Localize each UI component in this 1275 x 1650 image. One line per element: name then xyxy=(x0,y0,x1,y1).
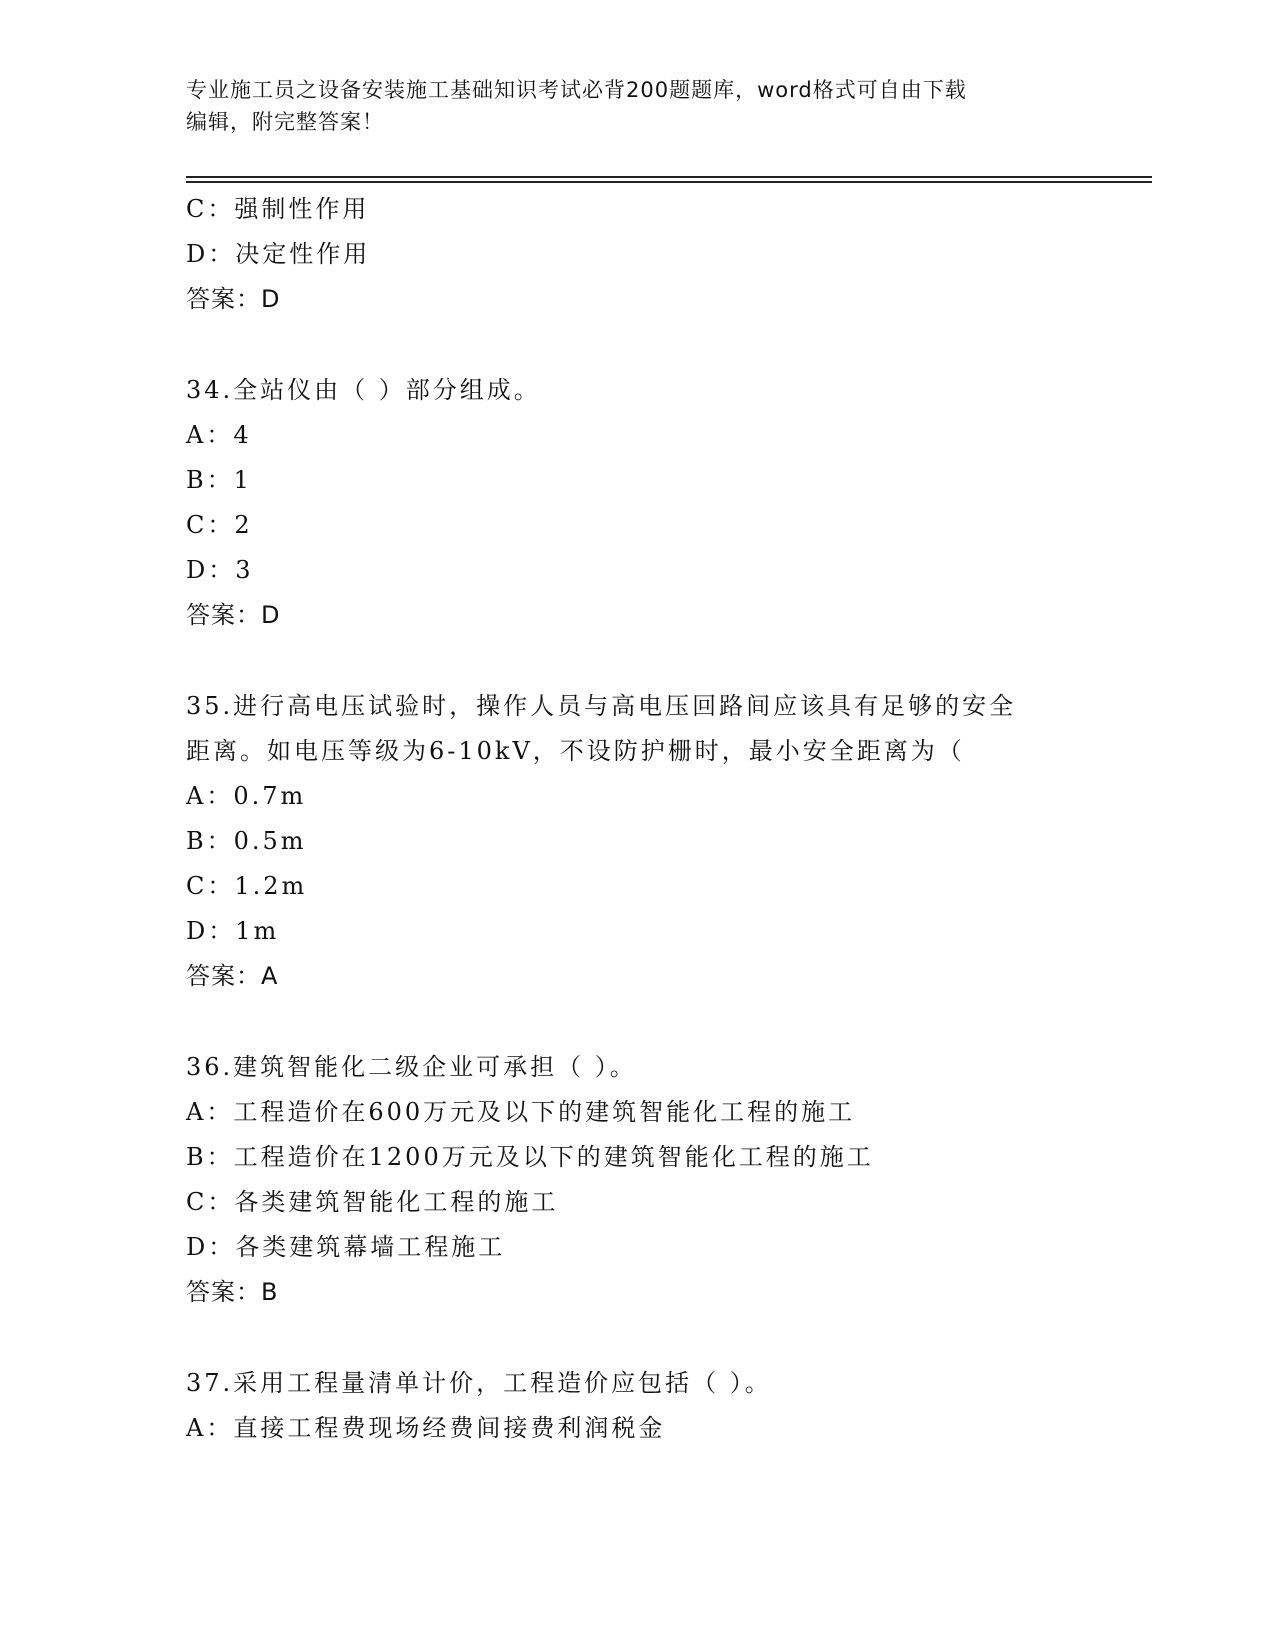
option-d: D：1m xyxy=(186,917,280,945)
question-list xyxy=(186,187,1126,1451)
option-c: C：1.2m xyxy=(186,872,308,900)
question-text-line-2: 距离。如电压等级为6-10kV，不设防护栅时，最小安全距离为（ xyxy=(186,737,965,765)
answer-line: 答案：B xyxy=(186,1278,279,1306)
question-text: 37.采用工程量清单计价，工程造价应包括（ ）。 xyxy=(186,1369,772,1397)
question-block-37 xyxy=(186,1361,1126,1451)
option-b: B：工程造价在1200万元及以下的建筑智能化工程的施工 xyxy=(186,1143,874,1171)
document-header xyxy=(186,74,1106,138)
answer-line: 答案：D xyxy=(186,601,281,629)
option-d: D：决定性作用 xyxy=(186,240,371,268)
option-c: C：各类建筑智能化工程的施工 xyxy=(186,1188,559,1216)
option-b: B：1 xyxy=(186,466,252,494)
option-b: B：0.5m xyxy=(186,827,307,855)
question-text: 34.全站仪由（ ）部分组成。 xyxy=(186,376,541,404)
answer-line: 答案：A xyxy=(186,962,279,990)
header-divider-top xyxy=(186,176,1152,178)
question-block-34 xyxy=(186,368,1126,638)
question-block-33 xyxy=(186,187,1126,322)
question-text-line-1: 35.进行高电压试验时，操作人员与高电压回路间应该具有足够的安全 xyxy=(186,692,1017,720)
answer-line: 答案：D xyxy=(186,285,281,313)
option-a: A：0.7m xyxy=(186,782,307,810)
question-spacer xyxy=(186,1315,1126,1361)
option-a: A：直接工程费现场经费间接费利润税金 xyxy=(186,1414,666,1442)
option-d: D：各类建筑幕墙工程施工 xyxy=(186,1233,506,1261)
header-divider-bottom xyxy=(186,181,1152,183)
question-text: 36.建筑智能化二级企业可承担（ ）。 xyxy=(186,1053,637,1081)
option-d: D：3 xyxy=(186,556,254,584)
question-spacer xyxy=(186,322,1126,368)
question-block-35 xyxy=(186,684,1126,999)
header-title-line-2: 编辑，附完整答案！ xyxy=(186,110,384,134)
question-spacer xyxy=(186,638,1126,684)
question-block-36 xyxy=(186,1045,1126,1315)
option-a: A：4 xyxy=(186,421,252,449)
question-spacer xyxy=(186,999,1126,1045)
header-title-line-1: 专业施工员之设备安装施工基础知识考试必背200题题库，word格式可自由下载 xyxy=(186,78,967,102)
option-c: C：2 xyxy=(186,511,253,539)
option-a: A：工程造价在600万元及以下的建筑智能化工程的施工 xyxy=(186,1098,856,1126)
option-c: C：强制性作用 xyxy=(186,195,370,223)
